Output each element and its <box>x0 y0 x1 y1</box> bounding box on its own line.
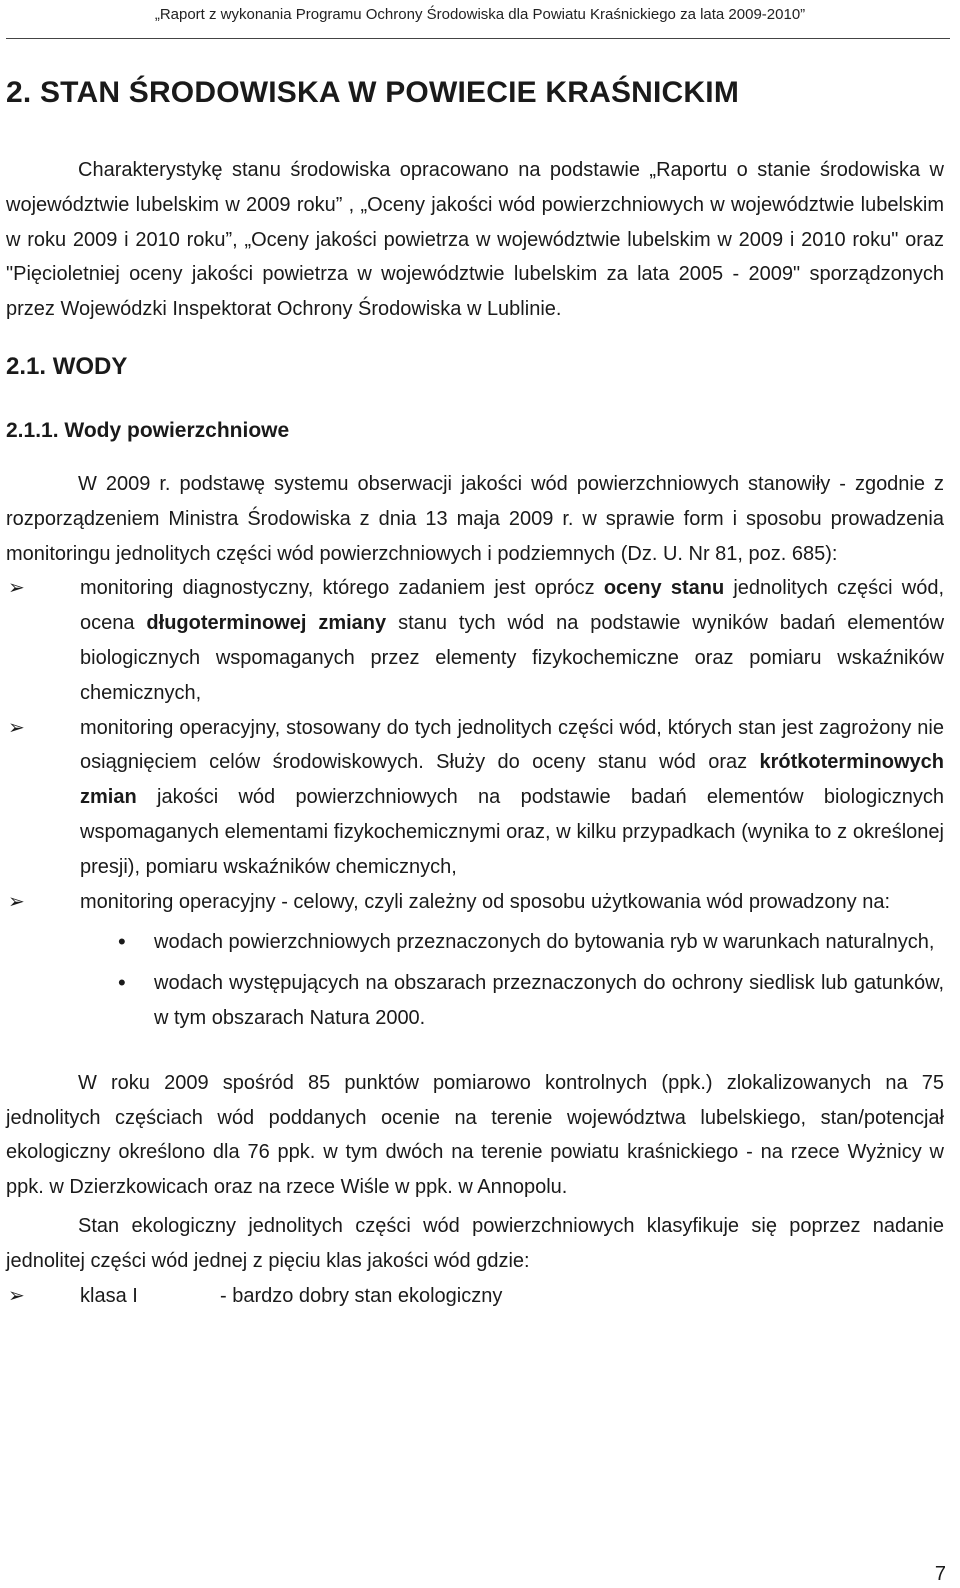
monitoring-list <box>6 571 944 919</box>
class-description: - bardzo dobry stan ekologiczny <box>220 1284 503 1307</box>
item-bold-text: krótkoterminowych zmian <box>80 751 944 809</box>
classification-paragraph: Stan ekologiczny jednolitych części wód powierzchniowych klasyfikuje się poprzez nadanie jednolitej części wód jednej z pięciu klas jakości wód gdzie: <box>6 1214 944 1272</box>
monitoring-item-diagnostic <box>6 571 944 710</box>
arrowhead-bullet-icon: ➢ <box>8 890 25 913</box>
sub-item-natura-waters <box>6 966 944 1036</box>
class-name: klasa I <box>80 1284 138 1307</box>
measurement-points-paragraph: W roku 2009 spośród 85 punktów pomiarowo kontrolnych (ppk.) zlokalizowanych na 75 jednolitych częściach wód poddanych ocenie na terenie województwa lubelskiego, stan/potencjał ekologiczny określono dla 76 ppk. w tym dwóch na terenie powiatu kraśnickiego - na rzece Wyżnicy w ppk. w Dzierzkowicach oraz na rzece Wiśle w ppk. w Annopolu. <box>6 1071 944 1199</box>
sub-item-fish-waters <box>6 925 944 960</box>
targeted-sub-list <box>6 925 944 1035</box>
monitoring-item-targeted <box>6 885 944 920</box>
item-bold-text: długoterminowej zmiany <box>146 612 387 635</box>
bullet-dot-icon: • <box>118 929 126 955</box>
page-content <box>6 76 944 1313</box>
item-text: monitoring operacyjny - celowy, czyli zależny od sposobu użytkowania wód prowadzony na: <box>80 890 891 913</box>
item-text: jednolitych części wód, ocena <box>80 577 945 635</box>
header-rule <box>6 38 950 39</box>
arrowhead-bullet-icon: ➢ <box>8 716 25 739</box>
class-item <box>6 1279 944 1314</box>
chapter-title: 2. STAN ŚRODOWISKA W POWIECIE KRAŚNICKIM <box>6 76 740 109</box>
page-number: 7 <box>934 1563 946 1585</box>
sub-item-text: wodach występujących na obszarach przeznaczonych do ochrony siedlisk lub gatunków, w tym obszarach Natura 2000. <box>154 972 944 1029</box>
item-text: stanu tych wód na podstawie wyników badań elementów biologicznych wspomaganych przez elementy fizykochemiczne oraz pomiaru wskaźników chemicznych, <box>80 612 945 704</box>
sub-item-text: wodach powierzchniowych przeznaczonych do bytowania ryb w warunkach naturalnych, <box>154 931 935 954</box>
arrowhead-bullet-icon: ➢ <box>8 577 25 600</box>
subsection-title: 2.1.1. Wody powierzchniowe <box>6 418 290 442</box>
item-text: monitoring diagnostyczny, którego zadaniem jest oprócz <box>80 577 604 600</box>
lead-paragraph: W 2009 r. podstawę systemu obserwacji jakości wód powierzchniowych stanowiły - zgodnie z rozporządzeniem Ministra Środowiska z dnia 13 maja 2009 r. w sprawie form i sposobu prowadzenia monitoringu jednolitych części wód powierzchniowych i podziemnych (Dz. U. Nr 81, poz. 685): <box>6 472 944 565</box>
running-header: „Raport z wykonania Programu Ochrony Środowiska dla Powiatu Kraśnickiego za lata 2009-2010” <box>154 6 806 23</box>
item-text: monitoring operacyjny, stosowany do tych jednolitych części wód, których stan jest zagrożony nie osiągnięciem celów środowiskowych. Służy do oceny stanu wód oraz <box>80 716 944 774</box>
arrowhead-bullet-icon: ➢ <box>8 1284 25 1307</box>
section-title: 2.1. WODY <box>6 352 128 380</box>
monitoring-item-operational <box>6 711 944 885</box>
item-text: jakości wód powierzchniowych na podstawie badań elementów biologicznych wspomaganych elementami fizykochemicznymi oraz, w kilku przypadkach (wynika to z określonej presji), pomiaru wskaźników chemicznych, <box>80 786 944 878</box>
chapter-intro-paragraph: Charakterystykę stanu środowiska opracowano na podstawie „Raportu o stanie środowiska w województwie lubelskim w 2009 roku” , „Oceny jakości wód powierzchniowych w województwie lubelskim w roku 2009 i 2010 roku”, „Oceny jakości powietrza w województwie lubelskim w 2009 i 2010 roku" oraz "Pięcioletniej oceny jakości powietrza w województwie lubelskim za lata 2005 - 2009" sporządzonych przez Wojewódzki Inspektorat Ochrony Środowiska w Lublinie. <box>6 159 944 321</box>
bullet-dot-icon: • <box>118 970 126 996</box>
item-bold-text: oceny stanu <box>603 577 725 600</box>
spacer <box>6 1042 944 1066</box>
